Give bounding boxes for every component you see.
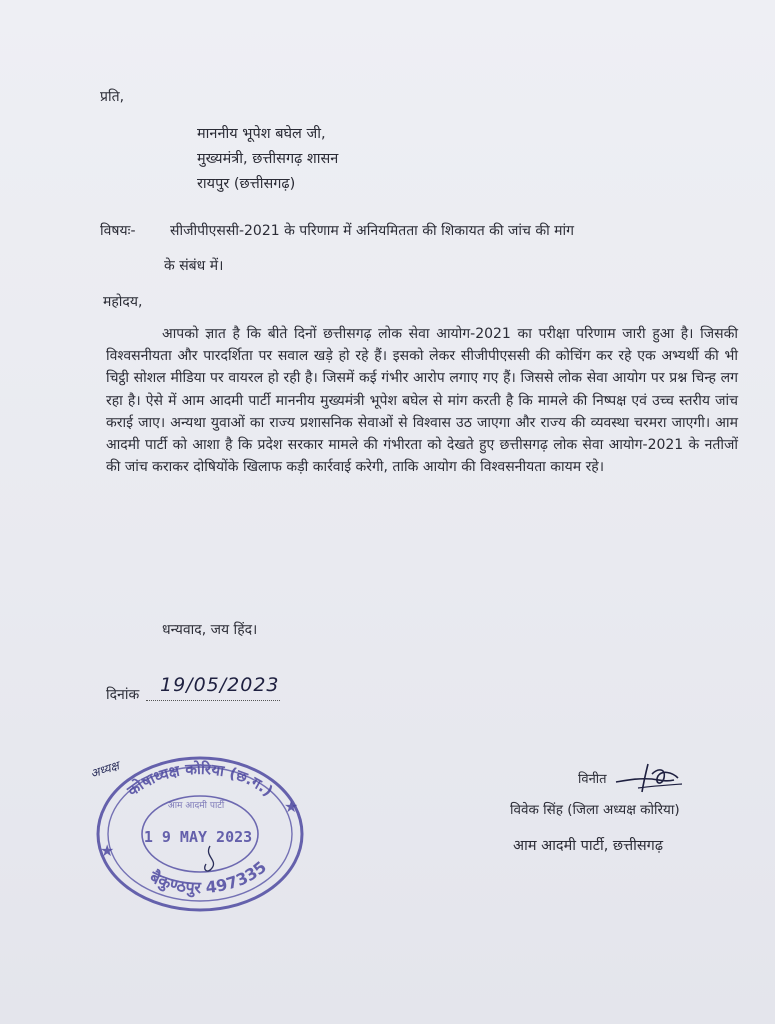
- svg-text:★: ★: [100, 841, 115, 860]
- party-name: आम आदमी पार्टी, छत्तीसगढ़: [513, 838, 663, 854]
- recipient-line-2: मुख्यमंत्री, छत्तीसगढ़ शासन: [197, 151, 339, 167]
- date-handwritten: 19/05/2023: [160, 674, 280, 696]
- date-dotted-line: [146, 700, 280, 701]
- svg-text:बैकुण्ठपुर 497335: बैकुण्ठपुर 497335: [147, 857, 271, 898]
- svg-text:1 9 MAY 2023: 1 9 MAY 2023: [143, 828, 253, 846]
- salutation-to: प्रति,: [100, 89, 125, 105]
- subject-line-1: सीजीपीएससी-2021 के परिणाम में अनियमितता की शिकायत की जांच की मांग: [170, 223, 575, 239]
- signatory: विवेक सिंह (जिला अध्यक्ष कोरिया): [510, 802, 680, 818]
- subject-label: विषयः-: [100, 223, 136, 239]
- greeting: महोदय,: [103, 294, 143, 310]
- svg-text:आम आदमी पार्टी: आम आदमी पार्टी: [167, 801, 225, 811]
- thanks-line: धन्यवाद, जय हिंद।: [162, 622, 258, 638]
- svg-text:★: ★: [284, 797, 299, 816]
- closing: विनीत: [578, 772, 607, 787]
- svg-text:कोषाध्यक्ष कोरिया (छ.ग.): कोषाध्यक्ष कोरिया (छ.ग.): [123, 759, 277, 801]
- svg-text:अध्यक्ष: अध्यक्ष: [88, 758, 121, 781]
- subject-line-2: के संबंध में।: [164, 258, 224, 274]
- stamp-seal-graphic: [78, 742, 308, 917]
- date-label: दिनांक: [106, 687, 140, 703]
- signature: [608, 758, 688, 800]
- letter-body-text: आपको ज्ञात है कि बीते दिनों छत्तीसगढ़ लोक सेवा आयोग-2021 का परीक्षा परिणाम जारी हुआ है। जिसकी विश्वसनीयता और पारदर्शिता पर सवाल खड़े हो रहे हैं। इसको लेकर सीजीपीएससी की कोचिंग कर रहे एक अभ्यर्थी की भी चिट्ठी सोशल मीडिया पर वायरल हो रही है। जिसमें कई गंभीर आरोप लगाए गए हैं। जिससे लोक सेवा आयोग पर प्रश्न चिन्ह लग रहा है। ऐसे में आम आदमी पार्टी माननीय मुख्यमंत्री भूपेश बघेल से मांग करती है कि मामले की निष्पक्ष एवं उच्च स्तरीय जांच कराई जाए। अन्यथा युवाओं का राज्य प्रशासनिक सेवाओं से विश्वास उठ जाएगा और राज्य की व्यवस्था चरमरा जाएगी। आम आदमी पार्टी को आशा है कि प्रदेश सरकार मामले की गंभीरता को देखते हुए छत्तीसगढ़ लोक सेवा आयोग-2021 के नतीजों की जांच कराकर दोषियोंके खिलाफ कड़ी कार्रवाई करेगी, ताकि आयोग की विश्वसनीयता कायम रहे।: [106, 326, 738, 476]
- recipient-line-1: माननीय भूपेश बघेल जी,: [197, 126, 326, 142]
- letter-body: [106, 323, 738, 478]
- office-stamp: [78, 742, 308, 917]
- recipient-line-3: रायपुर (छत्तीसगढ़): [197, 176, 296, 192]
